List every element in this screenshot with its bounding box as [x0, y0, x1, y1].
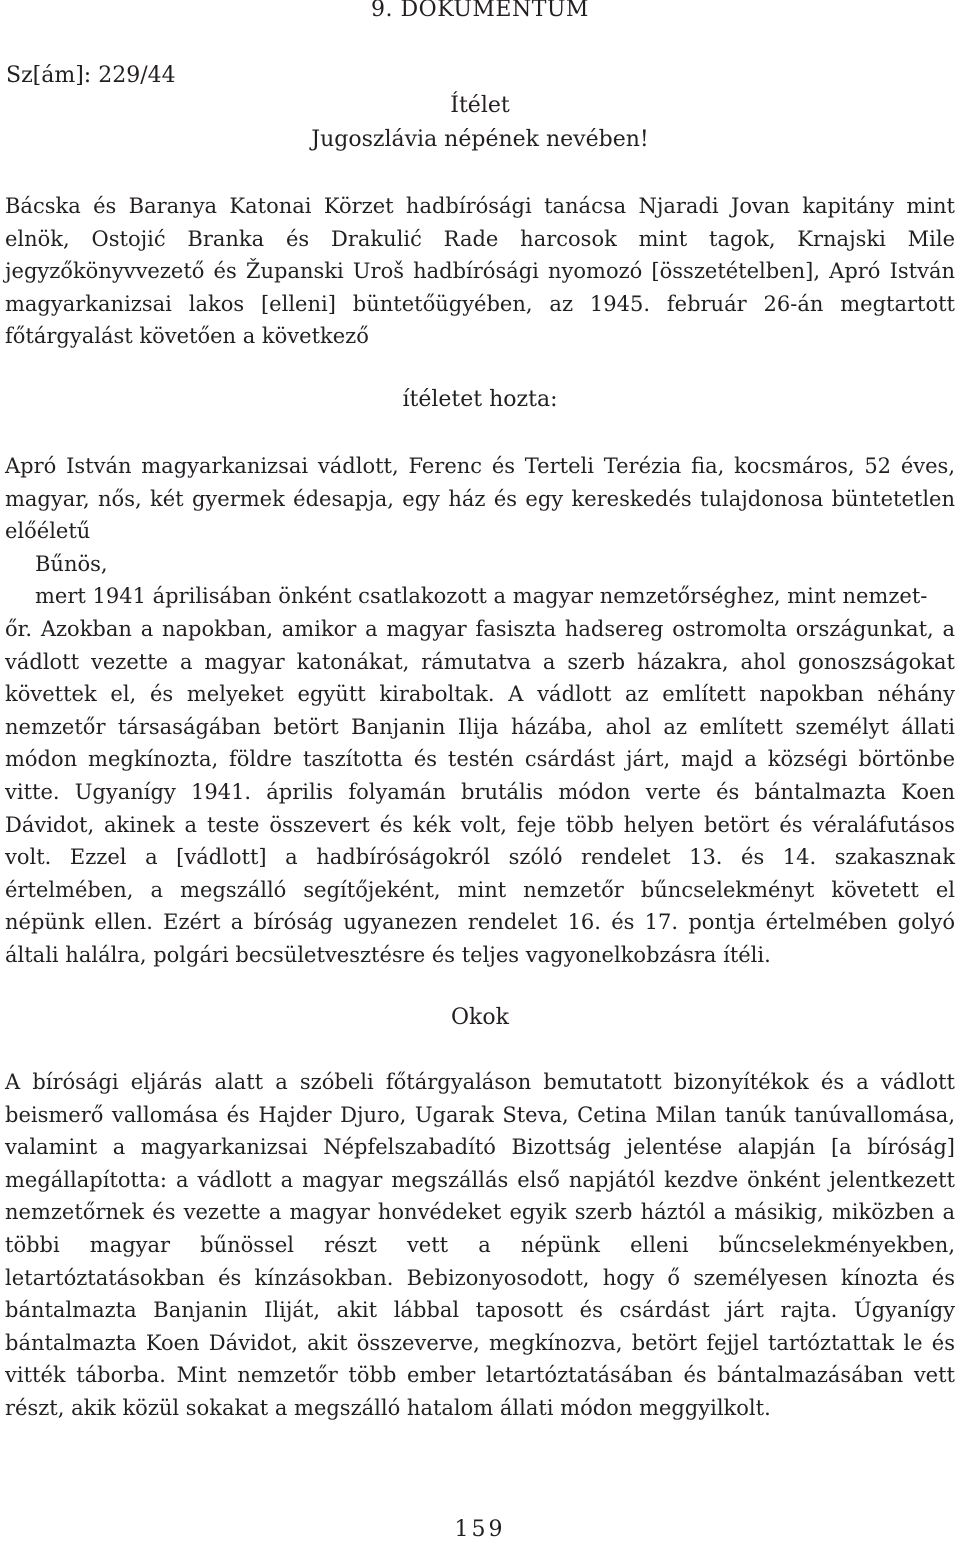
- title-subtitle: Jugoszlávia népének nevében!: [311, 127, 649, 152]
- reasons-heading: Okok: [451, 1005, 509, 1030]
- document-label: 9. DOKUMENTUM: [371, 0, 589, 22]
- page-number: 159: [454, 1517, 506, 1542]
- guilty-reason-first-line: mert 1941 áprilisában önként csatlakozott a magyar nemzetőrséghez, mint nemzet-: [35, 584, 928, 609]
- title-judgment: Ítélet: [450, 93, 510, 118]
- reasons-paragraph: [5, 1066, 955, 1425]
- reasons-text: A bírósági eljárás alatt a szóbeli főtárgyaláson bemutatott bizonyítékok és a vádlott beismerő vallomása és Hajder Djuro, Ugarak Steva, Cetina Milan tanúk tanúvallomása, valamint a magyarkanizsai Népfelszabadító Bizottság jelentése alapján [a bíróság] megállapította: a vádlott a magyar megszállás első napjától kezdve önként jelentkezett nemzetőrnek és vezette a magyar honvédeket egyik szerb háztól a másikig, miközben a többi magyar bűnössel részt vett a népünk elleni bűncselekményekben, letartóztatásokban és kínzásokban. Bebizonyosodott, hogy ő személyesen kínozta és bántalmazta Banjanin Iliját, akit lábbal taposott és csárdást járt rajta. Úgyanígy bántalmazta Koen Dávidot, akit összeverve, megkínozva, betört fejjel tartóztattak le és vitték táborba. Mint nemzetőr több ember letartóztatásában és bántalmazásában vett részt, akik közül sokakat a megszálló hatalom állati módon meggyilkolt.: [5, 1070, 955, 1420]
- verdict-heading: ítéletet hozta:: [402, 387, 558, 412]
- intro-text: Bácska és Baranya Katonai Körzet hadbírósági tanácsa Njaradi Jovan kapitány mint elnök, Ostojić Branka és Drakulić Rade harcosok mint tagok, Krnajski Mile jegyzőkönyvvezető és Županski Uroš hadbírósági nyomozó [összetételben], Apró István magyarkanizsai lakos [elleni] büntetőügyében, az 1945. február 26-án megtartott főtárgyalást követően a következő: [5, 194, 955, 349]
- reference-number: Sz[ám]: 229/44: [6, 63, 176, 88]
- intro-paragraph: [5, 190, 955, 353]
- defendant-text: Apró István magyarkanizsai vádlott, Ferenc és Terteli Terézia fia, kocsmáros, 52 éves, magyar, nős, két gyermek édesapja, egy ház és egy kereskedés tulajdonosa büntetetlen előéletű: [5, 454, 955, 544]
- guilty-label: Bűnös,: [35, 551, 108, 576]
- verdict-text: őr. Azokban a napokban, amikor a magyar fasiszta hadsereg ostromolta országunkat, a vádlott vezette a magyar katonákat, rámutatva a szerb házakra, ahol gonoszságokat követtek el, és melyeket együtt kiraboltak. A vádlott az említett napokban néhány nemzetőr társaságában betört Banjanin Ilija házába, ahol az említett személyt állati módon megkínozta, földre taszította és testén csárdást járt, majd a községi börtönbe vitte. Ugyanígy 1941. április folyamán brutális módon verte és bántalmazta Koen Dávidot, akinek a teste összevert és kék volt, feje több helyen betört és véraláfutásos volt. Ezzel a [vádlott] a hadbíróságokról szóló rendelet 13. és 14. szakasznak értelmében, a megszálló segítőjeként, mint nemzetőr bűncselekményt követett el népünk ellen. Ezért a bíróság ugyanezen rendelet 16. és 17. pontja értelmében golyó általi halálra, polgári becsületvesztésre és teljes vagyonelkobzásra ítéli.: [5, 616, 955, 967]
- defendant-paragraph: [5, 450, 955, 972]
